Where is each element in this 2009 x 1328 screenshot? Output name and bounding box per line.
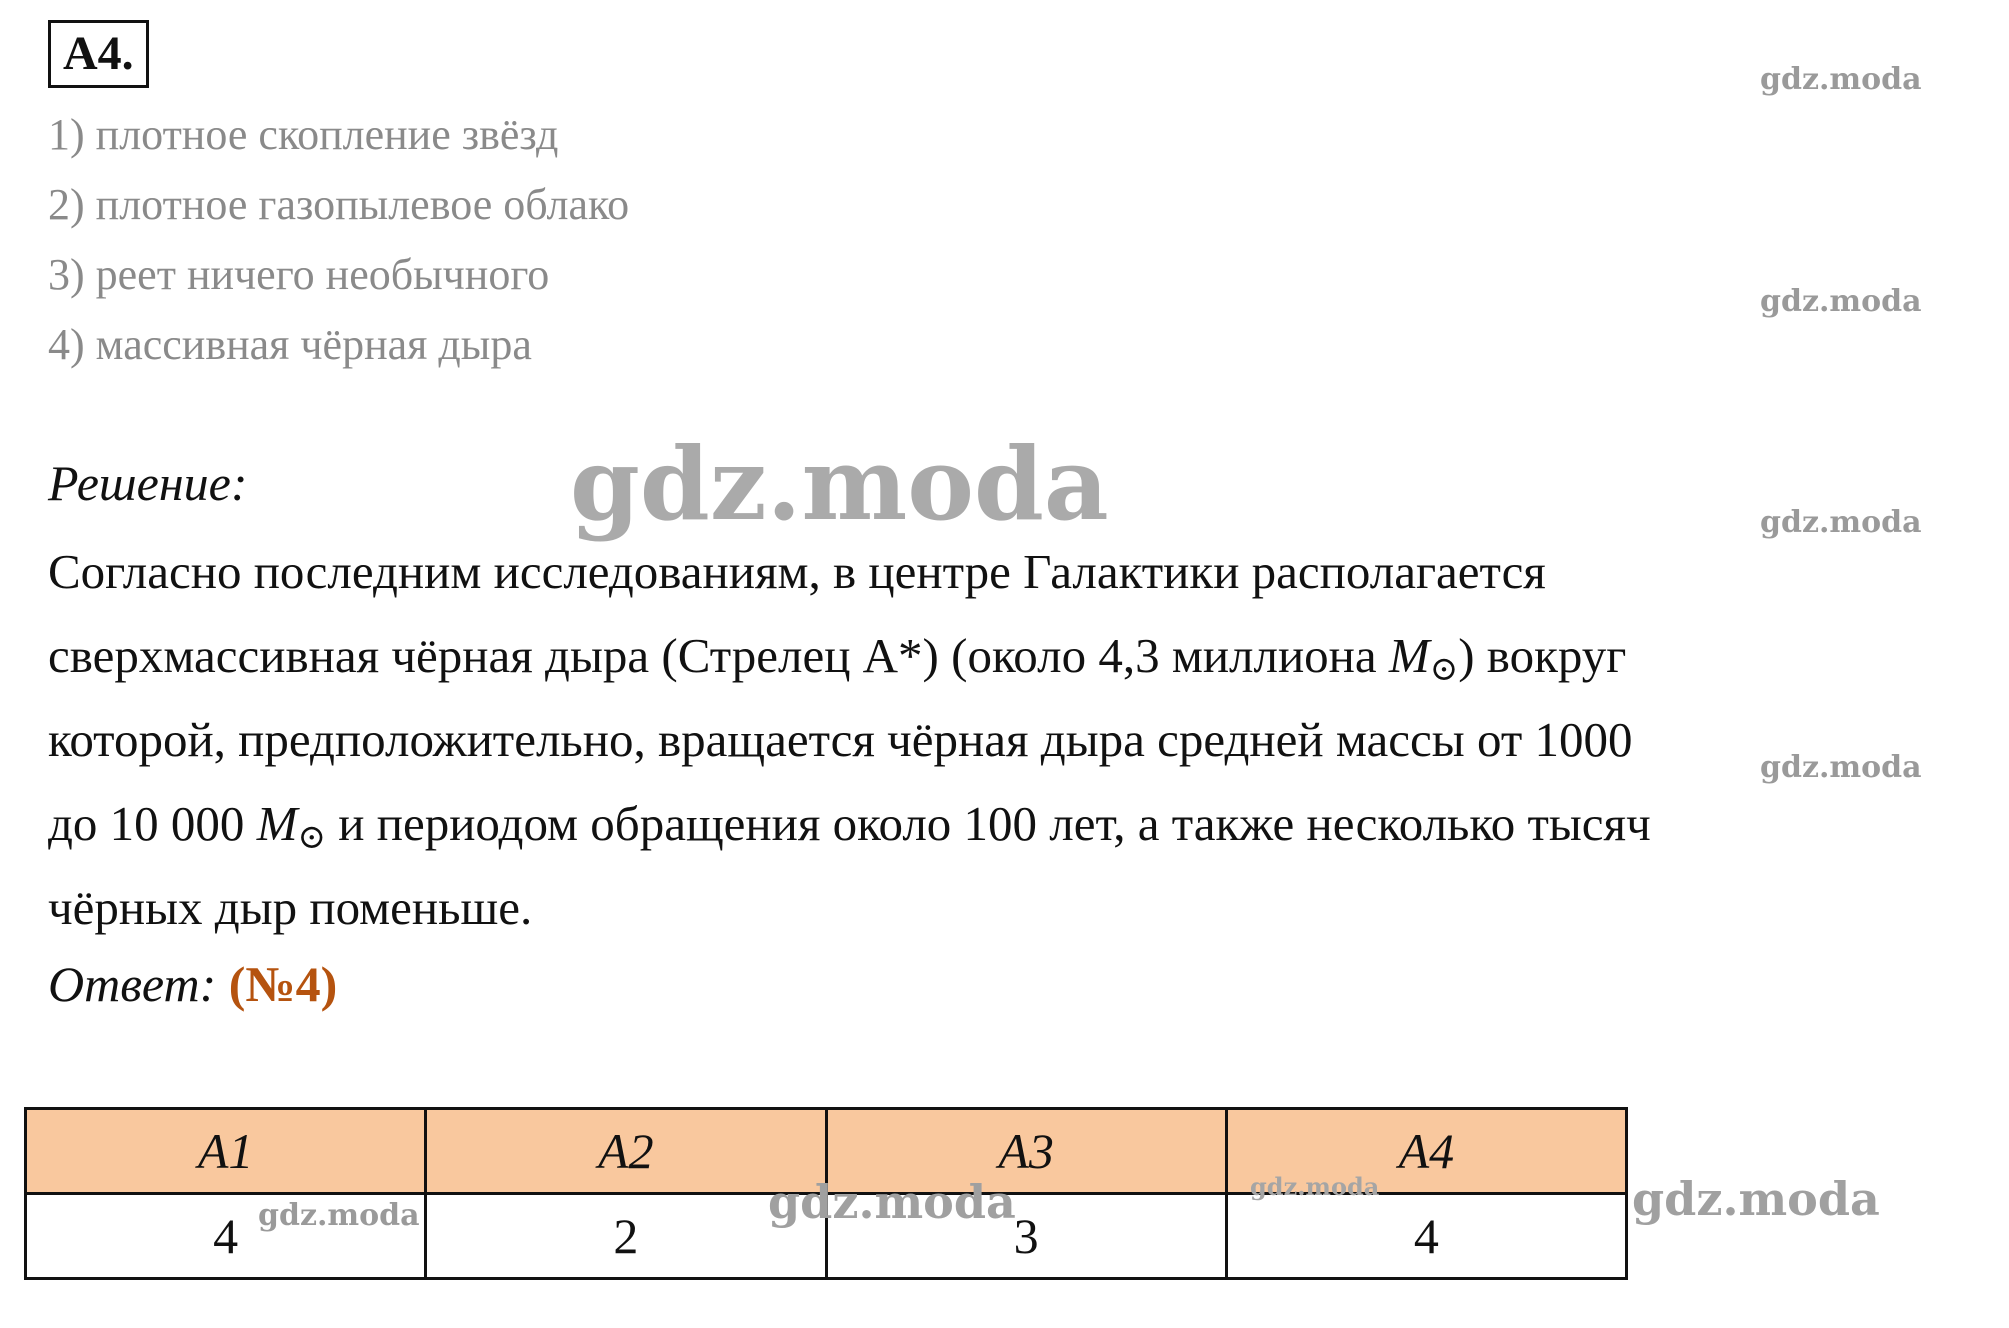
solar-mass-subscript: ⊙ — [1429, 651, 1459, 688]
watermark: gdz.moda — [1632, 1172, 1880, 1226]
answer-table-value-cell: 4 — [26, 1194, 426, 1279]
task-label: А4. — [48, 20, 149, 88]
solution-line-4-text-a: до 10 000 — [48, 796, 257, 851]
solar-mass-letter: M — [256, 796, 298, 851]
solution-line-4 — [48, 782, 1998, 866]
solution-line-5-text: чёрных дыр поменьше. — [48, 880, 533, 935]
solution-line-2-text-b: ) вокруг — [1458, 628, 1627, 683]
watermark: gdz.moda — [1760, 284, 1922, 319]
answer-table-header-cell: А4 — [1226, 1109, 1626, 1194]
solution-body — [48, 530, 1998, 950]
option-3: 3) реет ничего необычного — [48, 250, 550, 299]
solution-line-4-text-b: и периодом обращения около 100 лет, а также несколько тысяч — [326, 796, 1651, 851]
solution-line-5 — [48, 866, 1998, 950]
answer-table-header-cell: А3 — [826, 1109, 1226, 1194]
solution-line-1-text: Согласно последним исследованиям, в центре Галактики располагается — [48, 544, 1546, 599]
watermark: gdz.moda — [1760, 62, 1922, 97]
watermark: gdz.moda — [768, 1175, 1016, 1229]
solution-line-2 — [48, 614, 1998, 698]
option-1: 1) плотное скопление звёзд — [48, 110, 559, 159]
solar-mass-symbol — [1388, 628, 1459, 688]
options-list — [48, 100, 629, 380]
watermark: gdz.moda — [1760, 750, 1922, 785]
solution-line-3 — [48, 698, 1998, 782]
answer-label: Ответ: — [48, 956, 217, 1012]
answer-table-value-cell: 2 — [426, 1194, 826, 1279]
solution-line-3-text: которой, предположительно, вращается чёрная дыра средней массы от 1000 — [48, 712, 1633, 767]
solar-mass-subscript: ⊙ — [297, 819, 327, 856]
option-2: 2) плотное газопылевое облако — [48, 180, 630, 229]
answer-table-header-cell: А2 — [426, 1109, 826, 1194]
answer-table-value-cell: 4 — [1226, 1194, 1626, 1279]
solar-mass-letter: M — [1388, 628, 1430, 683]
solution-heading: Решение: — [48, 455, 248, 511]
answer-value: (№4) — [228, 956, 338, 1012]
watermark: gdz.moda — [258, 1198, 420, 1233]
watermark: gdz.moda — [1760, 505, 1922, 540]
answer-table-header-cell: А1 — [26, 1109, 426, 1194]
watermark-large: gdz.moda — [570, 425, 1109, 543]
answer-table-value-cell: 3 — [826, 1194, 1226, 1279]
watermark: gdz.moda — [1250, 1172, 1380, 1201]
solution-line-2-text-a: сверхмассивная чёрная дыра (Стрелец А*) (около 4,3 миллиона — [48, 628, 1389, 683]
option-4: 4) массивная чёрная дыра — [48, 320, 532, 369]
answer — [48, 944, 337, 1024]
solar-mass-symbol — [256, 796, 327, 856]
